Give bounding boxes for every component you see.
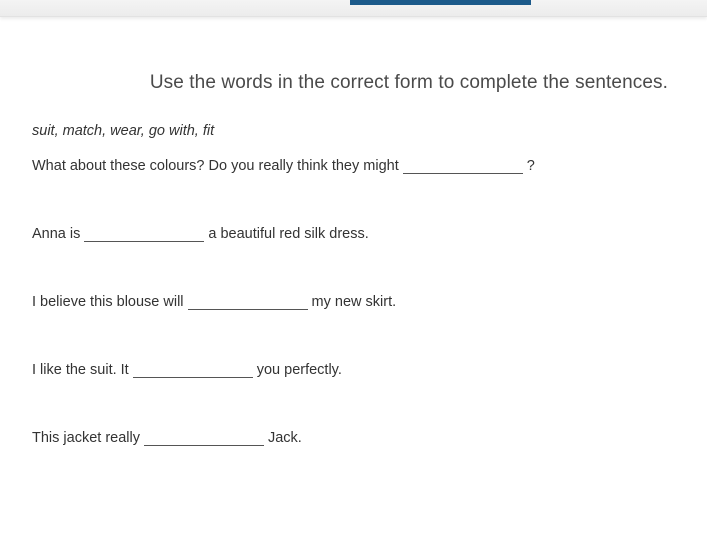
sentence-5-before: This jacket really [32, 430, 140, 446]
sentence-4-after: you perfectly. [256, 362, 342, 378]
active-tab-indicator[interactable] [350, 0, 531, 5]
sentence-1-before: What about these colours? Do you really think they might [32, 158, 399, 174]
sentence-4 [32, 360, 342, 378]
sentence-2 [32, 224, 369, 242]
sentence-1 [32, 156, 535, 174]
sentence-4-answer-input[interactable] [133, 360, 253, 378]
sentence-3-answer-input[interactable] [188, 292, 308, 310]
sentence-2-answer-input[interactable] [84, 224, 204, 242]
sentence-5-answer-input[interactable] [144, 428, 264, 446]
sentence-1-after: ? [526, 158, 535, 174]
sentence-3 [32, 292, 396, 310]
exercise-instruction: Use the words in the correct form to complete the sentences. [149, 72, 668, 93]
sentence-4-before: I like the suit. It [32, 362, 129, 378]
sentence-3-after: my new skirt. [311, 294, 397, 310]
sentence-3-before: I believe this blouse will [32, 294, 184, 310]
sentence-5 [32, 428, 302, 446]
sentence-2-after: a beautiful red silk dress. [208, 226, 369, 242]
sentence-1-answer-input[interactable] [403, 156, 523, 174]
sentence-5-after: Jack. [267, 430, 302, 446]
sentence-2-before: Anna is [32, 226, 81, 242]
word-bank: suit, match, wear, go with, fit [32, 123, 215, 139]
top-toolbar [0, 0, 707, 17]
